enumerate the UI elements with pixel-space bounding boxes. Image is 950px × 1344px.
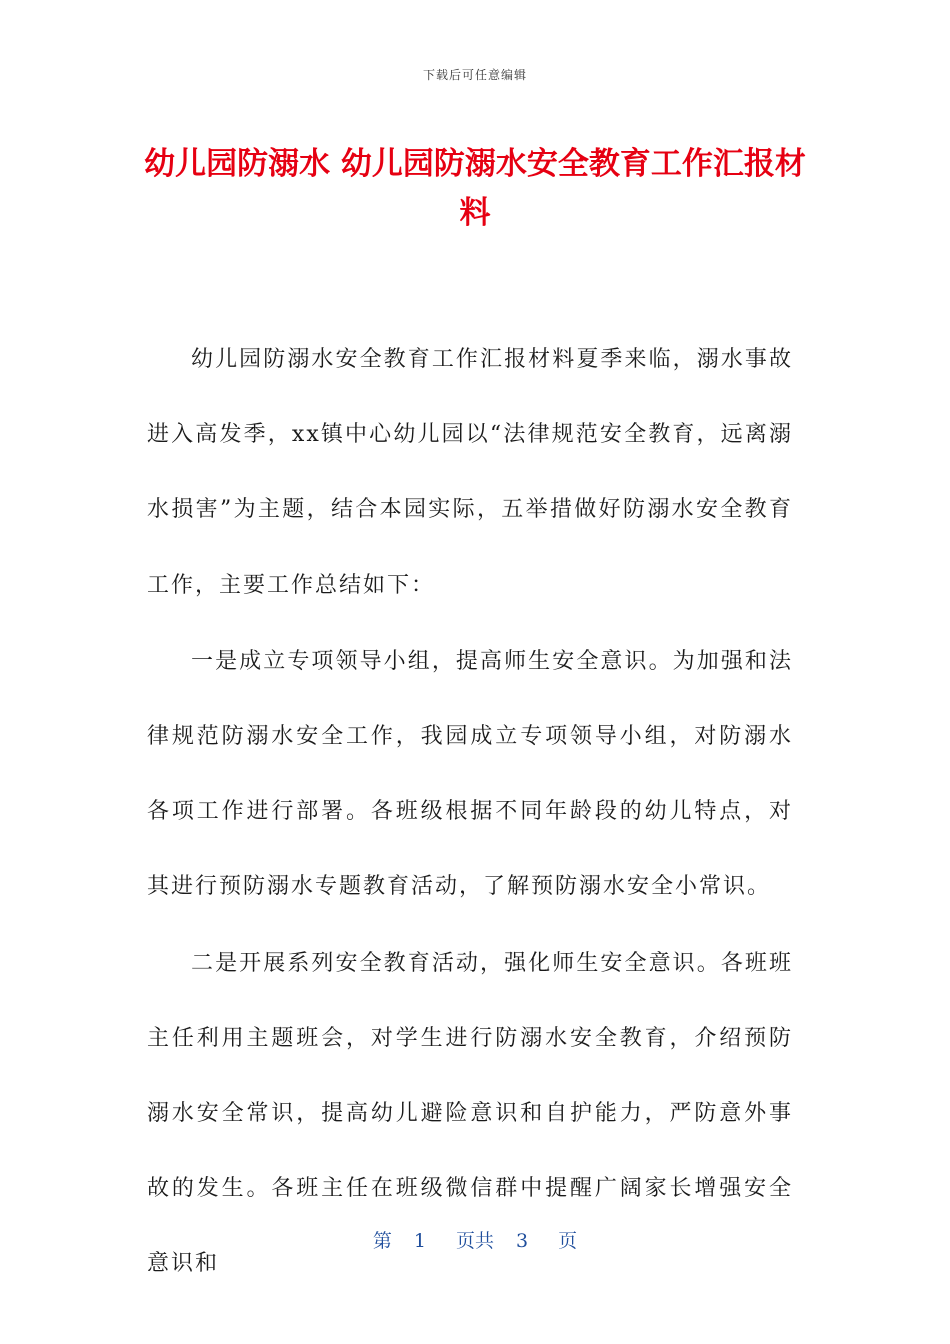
footer-suffix: 页 (558, 1230, 578, 1252)
page-footer (0, 1226, 950, 1253)
body-paragraph-intro: 幼儿园防溺水安全教育工作汇报材料夏季来临，溺水事故进入高发季，xx镇中心幼儿园以“法律规范安全教育，远离溺水损害”为主题，结合本园实际，五举措做好防溺水安全教育工作，主要工作总结如下： (147, 347, 793, 598)
footer-current-page: 1 (413, 1230, 426, 1252)
body-paragraph-measure-1: 一是成立专项领导小组，提高师生安全意识。为加强和法律规范防溺水安全工作，我园成立专项领导小组，对防溺水各项工作进行部署。各班级根据不同年龄段的幼儿特点，对其进行预防溺水专题教育活动，了解预防溺水安全小常识。 (147, 648, 793, 900)
document-body (147, 322, 793, 1303)
page-header-note: 下载后可任意编辑 (422, 68, 527, 82)
footer-middle: 页共 (455, 1230, 494, 1252)
footer-total-pages: 3 (516, 1230, 529, 1252)
document-title: 幼儿园防溺水 幼儿园防溺水安全教育工作汇报材料 (144, 146, 806, 231)
footer-prefix: 第 (372, 1230, 392, 1252)
body-paragraph-measure-2: 二是开展系列安全教育活动，强化师生安全意识。各班班主任利用主题班会，对学生进行防溺水安全教育，介绍预防溺水安全常识，提高幼儿避险意识和自护能力，严防意外事故的发生。各班主任在班级微信群中提醒广阔家长增强安全意识和 (147, 950, 793, 1277)
